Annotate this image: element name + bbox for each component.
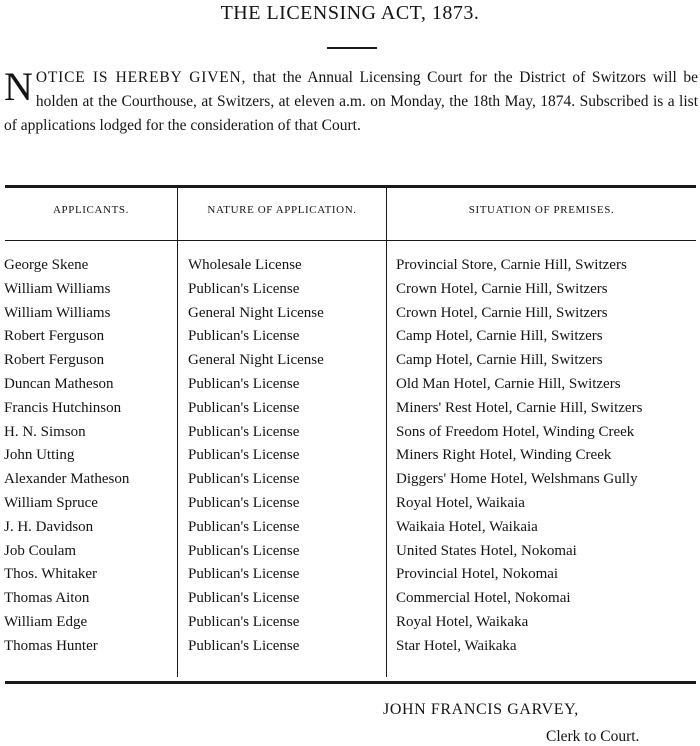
application-type-cell: Publican's License bbox=[188, 280, 300, 297]
table-row bbox=[0, 281, 700, 305]
application-type-cell: Publican's License bbox=[188, 494, 300, 511]
title-divider bbox=[327, 47, 377, 49]
applicant-cell: William Spruce bbox=[4, 494, 98, 511]
table-row bbox=[0, 447, 700, 471]
application-type-cell: Publican's License bbox=[188, 518, 300, 535]
application-type-cell: Publican's License bbox=[188, 637, 300, 654]
table-row bbox=[0, 471, 700, 495]
applicant-cell: J. H. Davidson bbox=[4, 518, 94, 535]
applicant-cell: Robert Ferguson bbox=[4, 352, 105, 369]
application-type-cell: Publican's License bbox=[188, 423, 300, 440]
premises-cell: Royal Hotel, Waikaia bbox=[396, 494, 525, 511]
premises-cell: Camp Hotel, Carnie Hill, Switzers bbox=[396, 352, 603, 369]
application-type-cell: Publican's License bbox=[188, 399, 300, 416]
table-top-rule bbox=[5, 185, 696, 188]
premises-cell: Old Man Hotel, Carnie Hill, Switzers bbox=[396, 375, 621, 392]
header-nature-of-application: NATURE OF APPLICATION. bbox=[207, 204, 357, 216]
application-type-cell: Publican's License bbox=[188, 375, 300, 392]
applicant-cell: George Skene bbox=[4, 257, 89, 273]
table-row bbox=[0, 566, 700, 590]
notice-title: THE LICENSING ACT, 1873. bbox=[220, 2, 480, 24]
application-type-cell: General Night License bbox=[188, 304, 324, 321]
header-applicants: APPLICANTS. bbox=[53, 204, 129, 216]
table-row bbox=[0, 257, 700, 281]
premises-cell: Provincial Store, Carnie Hill, Switzers bbox=[396, 257, 627, 273]
notice-paragraph bbox=[4, 66, 698, 138]
applicant-cell: Thomas Hunter bbox=[4, 637, 98, 654]
applicant-cell: Robert Ferguson bbox=[4, 328, 105, 345]
premises-cell: Miners' Rest Hotel, Carnie Hill, Switzers bbox=[396, 399, 643, 416]
table-row bbox=[0, 376, 700, 400]
applicant-cell: William Williams bbox=[4, 280, 111, 297]
applicant-cell: John Utting bbox=[4, 447, 75, 464]
table-row bbox=[0, 328, 700, 352]
application-type-cell: Publican's License bbox=[188, 542, 300, 559]
table-header-rule bbox=[5, 240, 696, 241]
application-type-cell: Wholesale License bbox=[188, 257, 302, 273]
premises-cell: Provincial Hotel, Nokomai bbox=[396, 566, 559, 583]
applicant-cell: Thomas Aiton bbox=[4, 590, 90, 607]
applicant-cell: William Williams bbox=[4, 304, 111, 321]
table-row bbox=[0, 590, 700, 614]
premises-cell: Diggers' Home Hotel, Welshmans Gully bbox=[396, 471, 638, 488]
premises-cell: Star Hotel, Waikaka bbox=[396, 637, 517, 654]
premises-cell: Miners Right Hotel, Winding Creek bbox=[396, 447, 612, 464]
table-row bbox=[0, 424, 700, 448]
applicant-cell: Francis Hutchinson bbox=[4, 399, 122, 416]
applicant-cell: William Edge bbox=[4, 613, 88, 630]
premises-cell: Royal Hotel, Waikaka bbox=[396, 613, 529, 630]
premises-cell: Camp Hotel, Carnie Hill, Switzers bbox=[396, 328, 603, 345]
applicant-cell: Alexander Matheson bbox=[4, 471, 130, 488]
application-type-cell: Publican's License bbox=[188, 471, 300, 488]
premises-cell: Crown Hotel, Carnie Hill, Switzers bbox=[396, 304, 608, 321]
application-type-cell: Publican's License bbox=[188, 590, 300, 607]
table-row bbox=[0, 495, 700, 519]
table-row bbox=[0, 519, 700, 543]
premises-cell: United States Hotel, Nokomai bbox=[396, 542, 577, 559]
notice-lead: OTICE IS HEREBY GIVEN, bbox=[35, 69, 247, 86]
premises-cell: Waikaia Hotel, Waikaia bbox=[396, 518, 538, 535]
drop-cap: N bbox=[4, 64, 33, 109]
table-row bbox=[0, 305, 700, 329]
application-type-cell: Publican's License bbox=[188, 566, 300, 583]
table-row bbox=[0, 543, 700, 567]
premises-cell: Crown Hotel, Carnie Hill, Switzers bbox=[396, 280, 608, 297]
premises-cell: Commercial Hotel, Nokomai bbox=[396, 590, 571, 607]
table-bottom-rule bbox=[5, 681, 696, 684]
table-row bbox=[0, 400, 700, 424]
application-type-cell: Publican's License bbox=[188, 328, 300, 345]
table-row bbox=[0, 638, 700, 662]
applications-table-body bbox=[0, 257, 700, 662]
table-row bbox=[0, 352, 700, 376]
applicant-cell: Thos. Whitaker bbox=[4, 566, 98, 583]
application-type-cell: Publican's License bbox=[188, 613, 300, 630]
premises-cell: Sons of Freedom Hotel, Winding Creek bbox=[396, 423, 635, 440]
applicant-cell: Job Coulam bbox=[4, 542, 77, 559]
applicant-cell: H. N. Simson bbox=[4, 423, 86, 440]
application-type-cell: General Night License bbox=[188, 352, 324, 369]
applicant-cell: Duncan Matheson bbox=[4, 375, 114, 392]
table-row bbox=[0, 614, 700, 638]
application-type-cell: Publican's License bbox=[188, 447, 300, 464]
header-situation-of-premises: SITUATION OF PREMISES. bbox=[468, 204, 615, 216]
notice-body: that the Annual Licensing Court for the District of Switzors will be holden at the Courthouse, at Switzers, at eleven a.m. on Monday, the 18th May, 1874. Subscribed is a list of applications lodged for the consideration of that Court. bbox=[4, 69, 698, 134]
signatory-name: JOHN FRANCIS GARVEY, bbox=[383, 701, 579, 718]
signatory-role: Clerk to Court. bbox=[546, 728, 640, 745]
